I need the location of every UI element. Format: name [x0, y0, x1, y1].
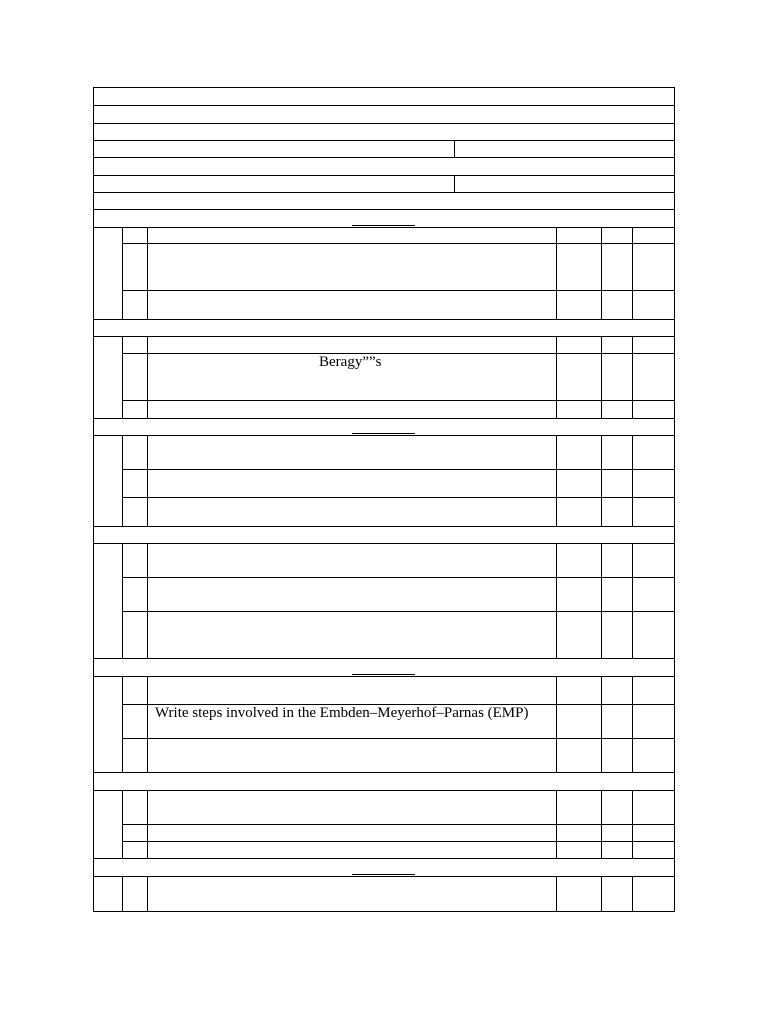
section-heading-underlines [352, 226, 415, 875]
table-grid [93, 87, 675, 912]
question-text-beragy: Beragy””s [319, 354, 382, 370]
column-dividers [123, 227, 633, 912]
question-paper-table [93, 87, 675, 912]
table-border [94, 88, 675, 912]
question-text-emp-steps: Write steps involved in the Embden–Meyerhof–Parnas (EMP) [155, 705, 529, 721]
